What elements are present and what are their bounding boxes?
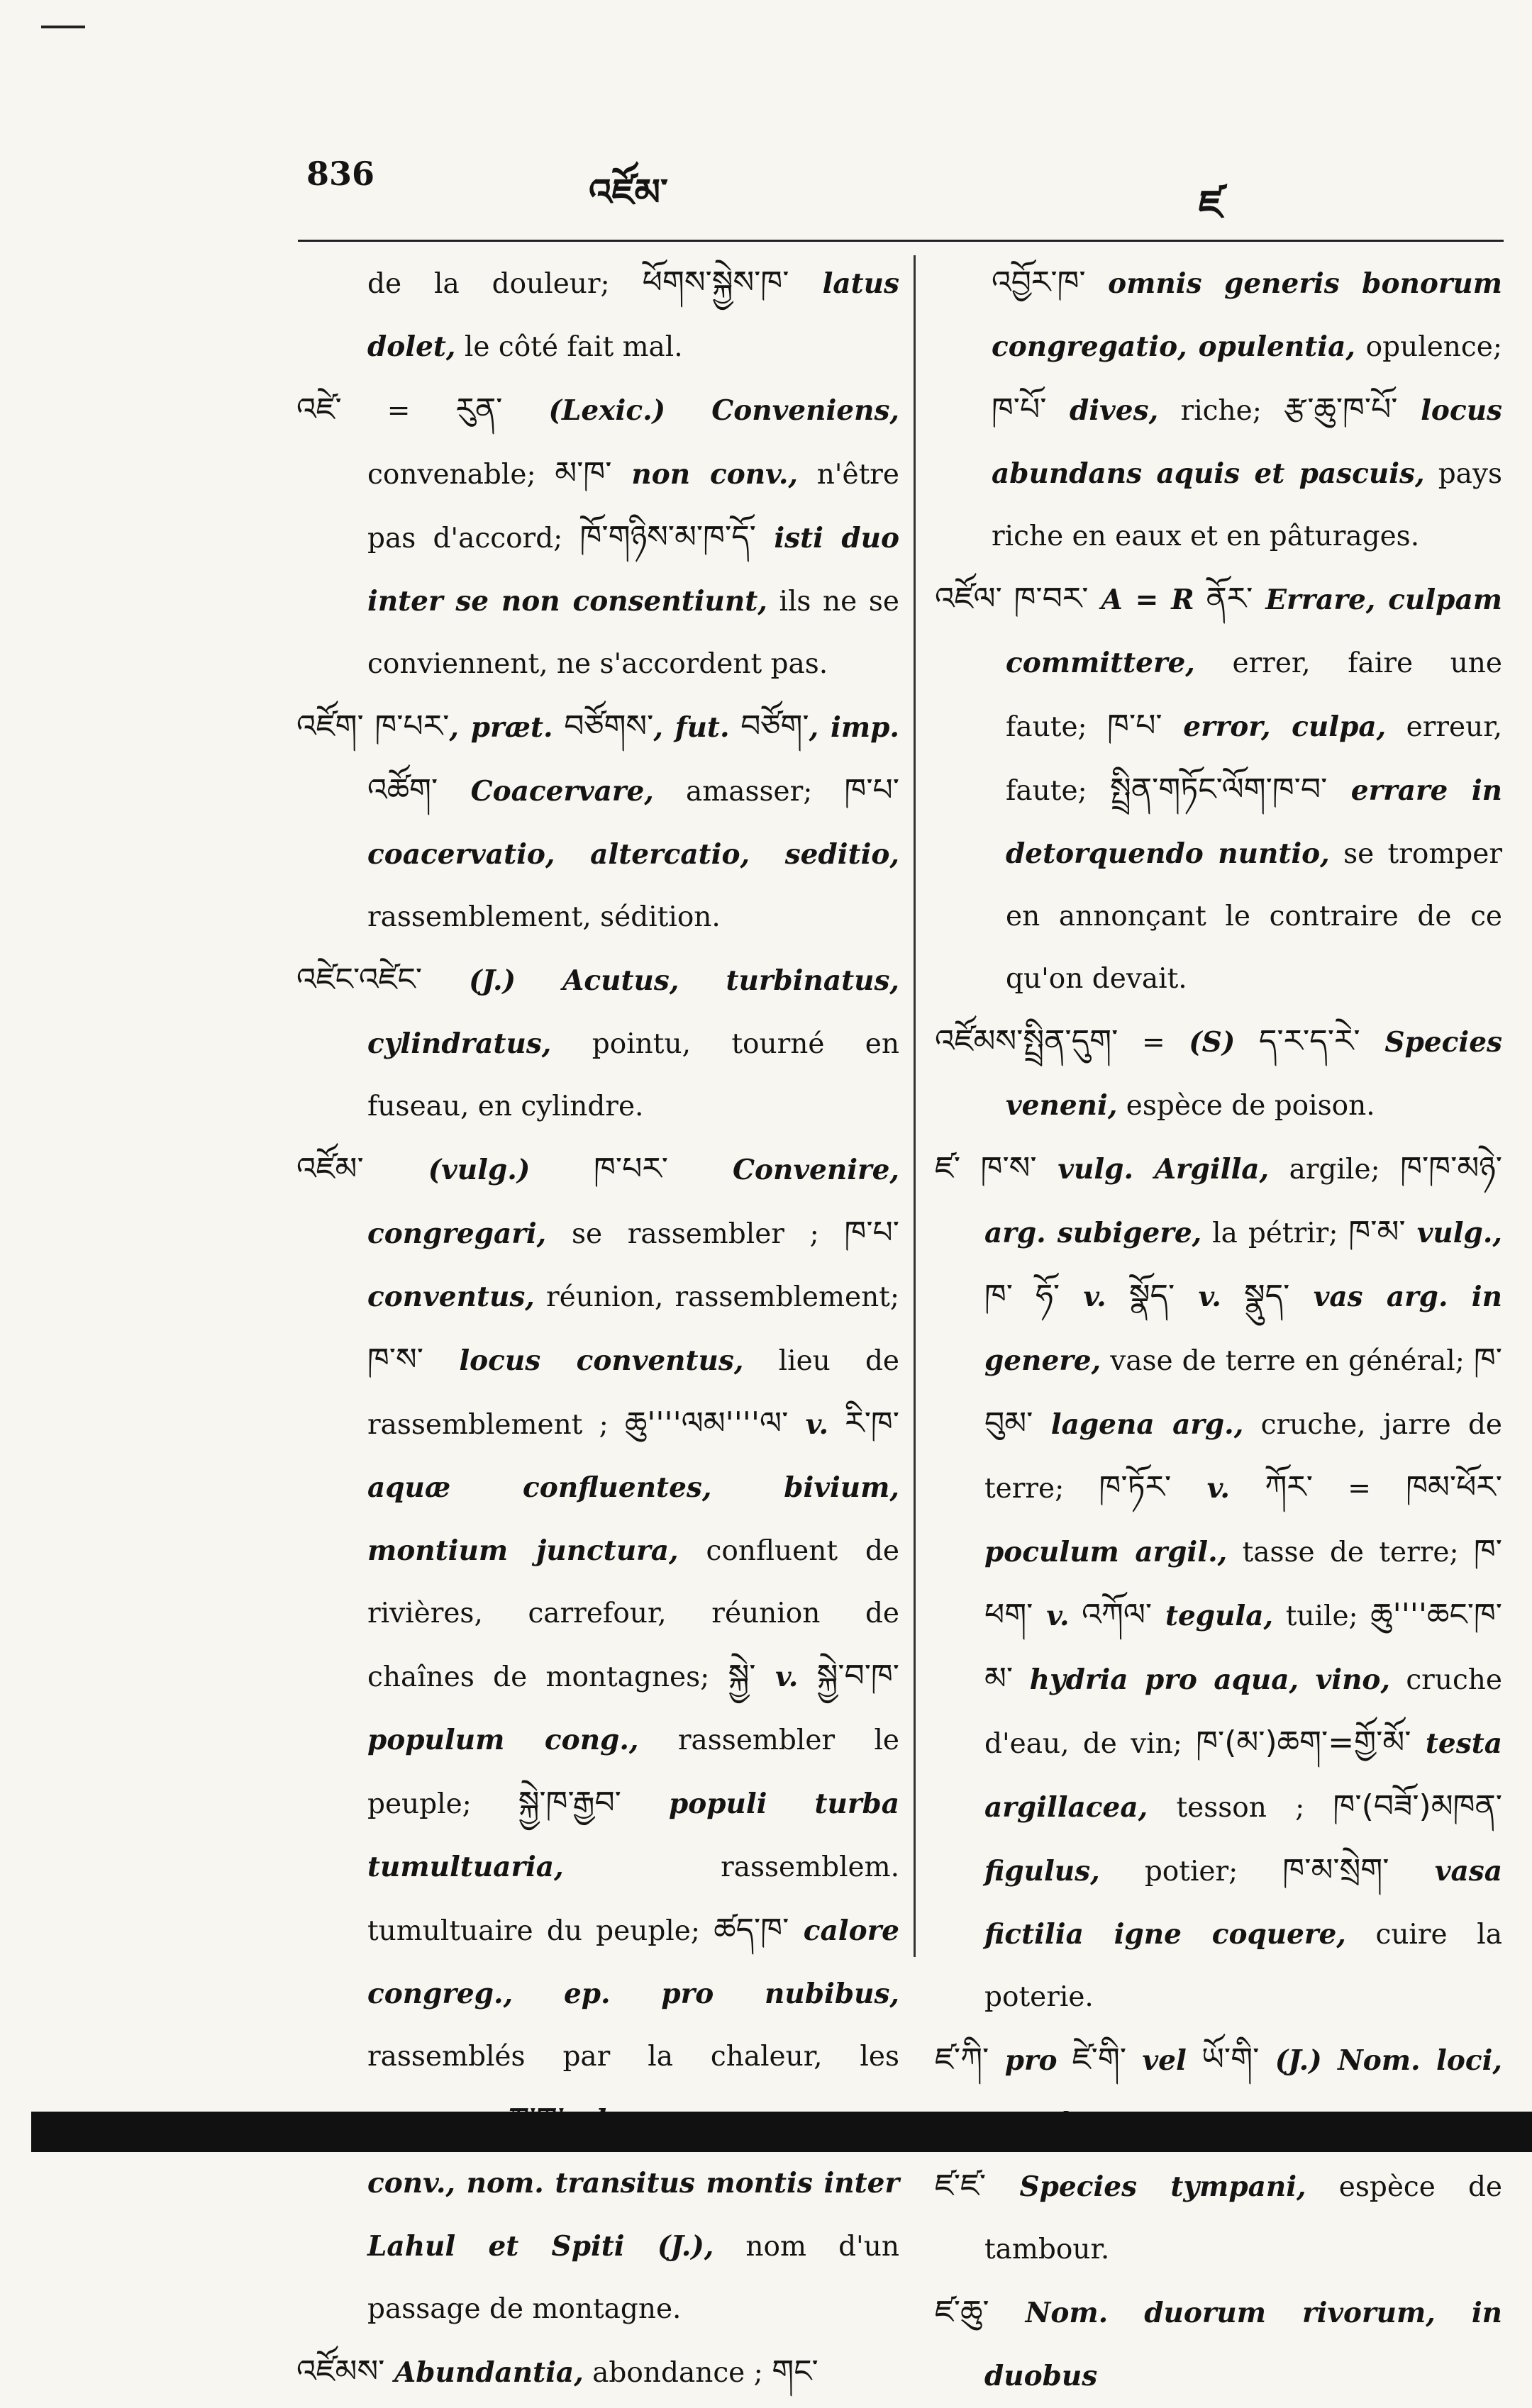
dictionary-entry xyxy=(296,696,899,949)
latin-gloss: vulg., xyxy=(1405,1217,1502,1249)
tibetan-term: ཁ་པར་ xyxy=(374,708,450,745)
french-gloss xyxy=(1194,584,1206,616)
latin-gloss: v. xyxy=(1175,1281,1221,1313)
french-gloss: abondance ; xyxy=(583,2357,772,2389)
dictionary-entry xyxy=(296,252,899,379)
latin-gloss: A = R xyxy=(1088,584,1194,616)
tibetan-term: ཁམ་ཕོར་ xyxy=(1406,1469,1502,1505)
tibetan-term: ཆུ''''ཆང་ཁ་མ་ xyxy=(984,1597,1502,1697)
french-gloss: rassemblem. tumultuaire du peuple; xyxy=(367,1851,899,1947)
running-head-word: འཛོམ་ xyxy=(589,172,668,214)
tibetan-term: སྐྱེ་བ་ཁ་ xyxy=(816,1658,899,1694)
latin-gloss: coacervatio, altercatio, seditio, xyxy=(367,838,899,871)
dictionary-entry xyxy=(935,2281,1502,2408)
tibetan-term: ཛ་ཀི་ xyxy=(935,2041,989,2078)
french-gloss: cruche d'eau, de vin; xyxy=(984,1664,1502,1760)
column-divider xyxy=(914,255,916,1957)
latin-gloss: (vulg.) xyxy=(363,1154,531,1186)
latin-gloss: lagena arg., xyxy=(1033,1408,1244,1441)
french-gloss xyxy=(1058,2045,1072,2077)
tibetan-term: ཁ་ཕག་ xyxy=(984,1533,1502,1633)
tibetan-term: འཚོག་ xyxy=(367,772,438,808)
page-number: 836 xyxy=(306,155,375,193)
latin-gloss: vulg. Argilla, xyxy=(1036,1153,1270,1186)
tibetan-term: ཡོ་གི་ xyxy=(1201,2041,1260,2078)
tibetan-term: ཁ་ xyxy=(984,1278,1014,1314)
tibetan-term: མ་ཁ་ xyxy=(555,455,612,491)
tibetan-term: སྣོད་ xyxy=(1128,1278,1175,1314)
french-gloss xyxy=(828,1409,845,1441)
latin-gloss: (J.) Acutus, turbinatus, cylindratus, xyxy=(367,964,899,1060)
tibetan-term: རུན་ xyxy=(455,391,503,428)
dictionary-entry xyxy=(935,1010,1502,1137)
latin-gloss: Species tympani, xyxy=(986,2170,1306,2203)
latin-gloss: Convenire, congregari, xyxy=(367,1154,899,1250)
french-gloss: cuire la poterie. xyxy=(984,1919,1502,2013)
dictionary-entry xyxy=(296,949,899,1138)
latin-gloss: tegula, xyxy=(1152,1600,1274,1632)
french-gloss: ils ne se conviennent, ne s'accordent pas. xyxy=(367,586,899,680)
french-gloss: pays riche en eaux et en pâturages. xyxy=(992,458,1502,552)
tibetan-term: རྩ་ཆུ་ཁ་པོ་ xyxy=(1284,391,1398,428)
tibetan-term: ནོར་ xyxy=(1206,581,1253,617)
french-gloss: de la douleur; xyxy=(367,268,643,300)
latin-gloss: error, culpa, xyxy=(1162,710,1387,743)
tibetan-term: འཛོམས་སྤྲིན་དུག་ xyxy=(935,1023,1119,1059)
latin-gloss: vel xyxy=(1126,2044,1187,2077)
tibetan-term: འཛོམས་ xyxy=(296,2353,385,2390)
french-gloss: se rassembler ; xyxy=(546,1218,845,1250)
latin-gloss: (S) xyxy=(1189,1026,1236,1059)
latin-gloss: v. xyxy=(788,1408,829,1441)
latin-gloss: locus abundans aquis et pascuis, xyxy=(992,394,1503,490)
french-gloss: amasser; xyxy=(653,776,845,808)
french-gloss: errer, faire une faute; xyxy=(1006,647,1502,743)
right-column xyxy=(935,252,1502,2408)
french-gloss xyxy=(1070,1600,1082,1632)
tibetan-term: ཁོ་གཉིས་མ་ཁ་དོ་ xyxy=(579,519,756,555)
french-gloss: erreur, faute; xyxy=(1006,711,1502,807)
header-rule xyxy=(298,240,1504,242)
tibetan-term: ཁ་བར་ xyxy=(1014,581,1089,617)
french-gloss xyxy=(960,1154,981,1186)
latin-gloss: poculum argil., xyxy=(984,1536,1228,1568)
tibetan-term: ཛ་ཛ་ xyxy=(935,2168,987,2204)
latin-gloss: v. xyxy=(755,1661,799,1693)
tibetan-term: ད་ར་ད་རེ་ xyxy=(1258,1023,1360,1059)
tibetan-term: ཁ་པར་ xyxy=(594,1151,668,1187)
latin-gloss: locus conventus, xyxy=(423,1344,744,1377)
tibetan-term: ཁ་ཏོར་ xyxy=(1099,1469,1172,1505)
french-gloss: rassemblés par la chaleur, les xyxy=(367,2041,899,2073)
tibetan-term: ཁ་པ་ xyxy=(844,1215,899,1251)
tibetan-term: ཀོར་ xyxy=(1265,1469,1313,1505)
tibetan-term: འཛོམ་ xyxy=(296,1151,364,1187)
latin-gloss: , imp. xyxy=(809,711,899,744)
french-gloss xyxy=(1106,1281,1129,1313)
tibetan-term: ཁ་བུམ་ xyxy=(984,1342,1502,1442)
latin-gloss: Nom. duorum rivorum, in duobus xyxy=(984,2297,1502,2392)
latin-gloss: Abundantia, xyxy=(384,2356,584,2389)
french-gloss: potier; xyxy=(1099,1856,1283,1888)
tibetan-term: ཆུ''''ལམ''''ལ་ xyxy=(624,1405,789,1442)
tibetan-term: ཧོ་ xyxy=(1036,1278,1060,1314)
tibetan-term: སྣུད་ xyxy=(1243,1278,1290,1314)
dictionary-entry xyxy=(935,1137,1502,2029)
tibetan-term: ཛ་ xyxy=(935,1150,961,1186)
french-gloss: espèce de tambour. xyxy=(984,2171,1503,2265)
french-gloss xyxy=(364,712,375,744)
tibetan-term: བཙོག་ xyxy=(740,708,809,745)
tibetan-term: ཁ་(བཟོ་)མཁན་ xyxy=(1333,1788,1502,1824)
dictionary-entry xyxy=(935,2155,1502,2281)
tibetan-term: ཁ་པ་ xyxy=(844,772,899,808)
french-gloss: opulence; xyxy=(1355,331,1502,363)
bottom-scan-bar xyxy=(31,2112,1532,2152)
french-gloss xyxy=(1221,1281,1244,1313)
tibetan-term: ཛེ་གི་ xyxy=(1072,2041,1127,2078)
latin-gloss: Coacervare, xyxy=(438,775,654,808)
dictionary-entry xyxy=(296,379,899,696)
tibetan-term: ཁ་ས་ xyxy=(980,1150,1037,1186)
tibetan-term: ཁ་ས་ xyxy=(367,1342,423,1378)
dictionary-entry xyxy=(935,568,1502,1010)
latin-gloss: errare in detorquendo nuntio, xyxy=(1006,774,1502,870)
tibetan-term: བཙོགས་ xyxy=(564,708,654,745)
latin-gloss: , præt. xyxy=(449,711,553,744)
latin-gloss: conv., nom. transitus montis inter Lahul et Spiti (J.), xyxy=(367,2167,899,2263)
page-header xyxy=(0,155,1532,228)
tibetan-term: འཛེ་ xyxy=(296,391,342,428)
latin-gloss: v. xyxy=(1033,1600,1070,1632)
french-gloss: la pétrir; xyxy=(1201,1217,1349,1249)
french-gloss: tasse de terre; xyxy=(1227,1537,1474,1568)
french-gloss: tesson ; xyxy=(1148,1792,1333,1824)
french-gloss: argile; xyxy=(1269,1154,1401,1186)
french-gloss: cruche, jarre de terre; xyxy=(984,1409,1502,1505)
latin-gloss: v. xyxy=(1060,1281,1106,1313)
tibetan-term: ཁ་(མ་)ཆག་=གྱོ་མོ་ xyxy=(1196,1724,1411,1761)
latin-gloss: Species veneni, xyxy=(1006,1026,1502,1122)
latin-gloss: hydria pro aqua, vino, xyxy=(1013,1663,1391,1696)
tibetan-term: ཁ་མ་སྲེག་ xyxy=(1282,1852,1389,1888)
tibetan-term: སྤྲིན་གཏོང་ལོག་ཁ་བ་ xyxy=(1110,771,1328,808)
running-head-letter: ཛ xyxy=(1199,182,1223,228)
french-gloss: vase de terre en général; xyxy=(1101,1345,1474,1377)
dictionary-entry xyxy=(296,2341,899,2404)
latin-gloss: (Lexic.) Conveniens, xyxy=(502,394,899,427)
french-gloss: confluent de rivières, carrefour, réunion de chaînes de montagnes; xyxy=(367,1535,900,1693)
latin-gloss: dives, xyxy=(1046,394,1159,427)
latin-gloss: figulus, xyxy=(984,1855,1100,1888)
tibetan-term: ཁ་པ་ xyxy=(1107,708,1162,744)
french-gloss: le côté fait mal. xyxy=(455,331,683,363)
latin-gloss: vasa fictilia igne coquere, xyxy=(984,1855,1502,1951)
tibetan-term: ཁ་མ་ xyxy=(1348,1214,1406,1250)
latin-gloss: non conv., xyxy=(611,458,798,491)
french-gloss: se tromper en annonçant le contraire de ce qu'on devait. xyxy=(1006,838,1502,995)
french-gloss: rassemblement, sédition. xyxy=(367,901,721,933)
french-gloss: = xyxy=(341,395,456,427)
latin-gloss: latus dolet, xyxy=(367,267,899,363)
french-gloss: lieu de rassemblement ; xyxy=(367,1345,900,1441)
latin-gloss: populi turba tumultuaria, xyxy=(367,1788,900,1883)
latin-gloss: v. xyxy=(1171,1472,1231,1505)
french-gloss xyxy=(1230,1473,1265,1505)
latin-gloss: aquæ confluentes, bivium, montium junctura, xyxy=(367,1471,899,1567)
tibetan-term: རི་ཁ་ xyxy=(845,1405,899,1442)
latin-gloss: , fut. xyxy=(653,711,730,744)
french-gloss xyxy=(530,1154,594,1186)
tibetan-term: འཛེང་འཛེང་ xyxy=(296,961,423,998)
french-gloss: riche; xyxy=(1158,395,1284,427)
french-gloss xyxy=(1187,2045,1201,2077)
french-gloss xyxy=(798,1661,816,1693)
french-gloss xyxy=(1235,1027,1259,1059)
latin-gloss: (J.) Nom. loci, xyxy=(1259,2044,1502,2077)
tibetan-term: ཕོགས་སྐྱེས་ཁ་ xyxy=(642,264,789,301)
french-gloss: = xyxy=(1118,1027,1189,1059)
french-gloss: nom d'un passage de montagne. xyxy=(367,2231,899,2325)
tibetan-term: འཛོག་ xyxy=(296,708,364,745)
latin-gloss: isti duo inter se non consentiunt, xyxy=(367,522,899,618)
tibetan-term: སྐྱེ་ཁ་རྒྱབ་ xyxy=(518,1785,621,1821)
tibetan-term: ཛ་ཆུ་ xyxy=(935,2294,989,2330)
french-gloss xyxy=(553,712,565,744)
latin-gloss: vas arg. in genere, xyxy=(984,1281,1502,1377)
latin-gloss: populum cong., xyxy=(367,1724,639,1756)
french-gloss: n'être pas d'accord; xyxy=(367,459,900,554)
tibetan-term: སྐྱེ་ xyxy=(728,1658,756,1694)
french-gloss: convenable; xyxy=(367,459,555,491)
corner-mark xyxy=(41,26,85,28)
tibetan-term: ཚད་ཁ་ xyxy=(714,1912,789,1948)
latin-gloss: arg. subigere, xyxy=(984,1217,1202,1249)
latin-gloss: testa argillacea, xyxy=(984,1727,1502,1824)
french-gloss: espèce de poison. xyxy=(1117,1090,1375,1122)
latin-gloss: calore congreg., ep. pro nubibus, xyxy=(367,1914,899,2010)
french-gloss xyxy=(730,712,741,744)
french-gloss: rassembler le peuple; xyxy=(367,1724,899,1820)
french-gloss: tuile; xyxy=(1273,1600,1371,1632)
tibetan-term: འཛོལ་ xyxy=(935,581,1002,617)
french-gloss xyxy=(1013,1281,1036,1313)
french-gloss: pointu, tourné en fuseau, en cylindre. xyxy=(367,1028,899,1122)
latin-gloss: Errare, culpam committere, xyxy=(1006,584,1502,679)
tibetan-term: གང་ xyxy=(772,2353,818,2390)
latin-gloss: pro xyxy=(989,2044,1058,2077)
french-gloss xyxy=(1002,584,1014,616)
french-gloss: = xyxy=(1312,1473,1406,1505)
french-gloss: réunion, rassemblement; xyxy=(534,1281,899,1313)
tibetan-term: འཀོལ་ xyxy=(1082,1597,1153,1633)
left-column xyxy=(296,252,899,2404)
tibetan-term: ཁ་པོ་ xyxy=(992,391,1047,428)
latin-gloss: conventus, xyxy=(367,1281,535,1313)
tibetan-term: འབྱོར་ཁ་ xyxy=(992,264,1086,301)
dictionary-entry xyxy=(296,1138,899,2341)
tibetan-term: ཁ་ཁ་མཉེ་ xyxy=(1400,1150,1502,1186)
latin-gloss: omnis generis bonorum congregatio, opulentia, xyxy=(992,267,1502,363)
dictionary-entry xyxy=(935,252,1502,568)
